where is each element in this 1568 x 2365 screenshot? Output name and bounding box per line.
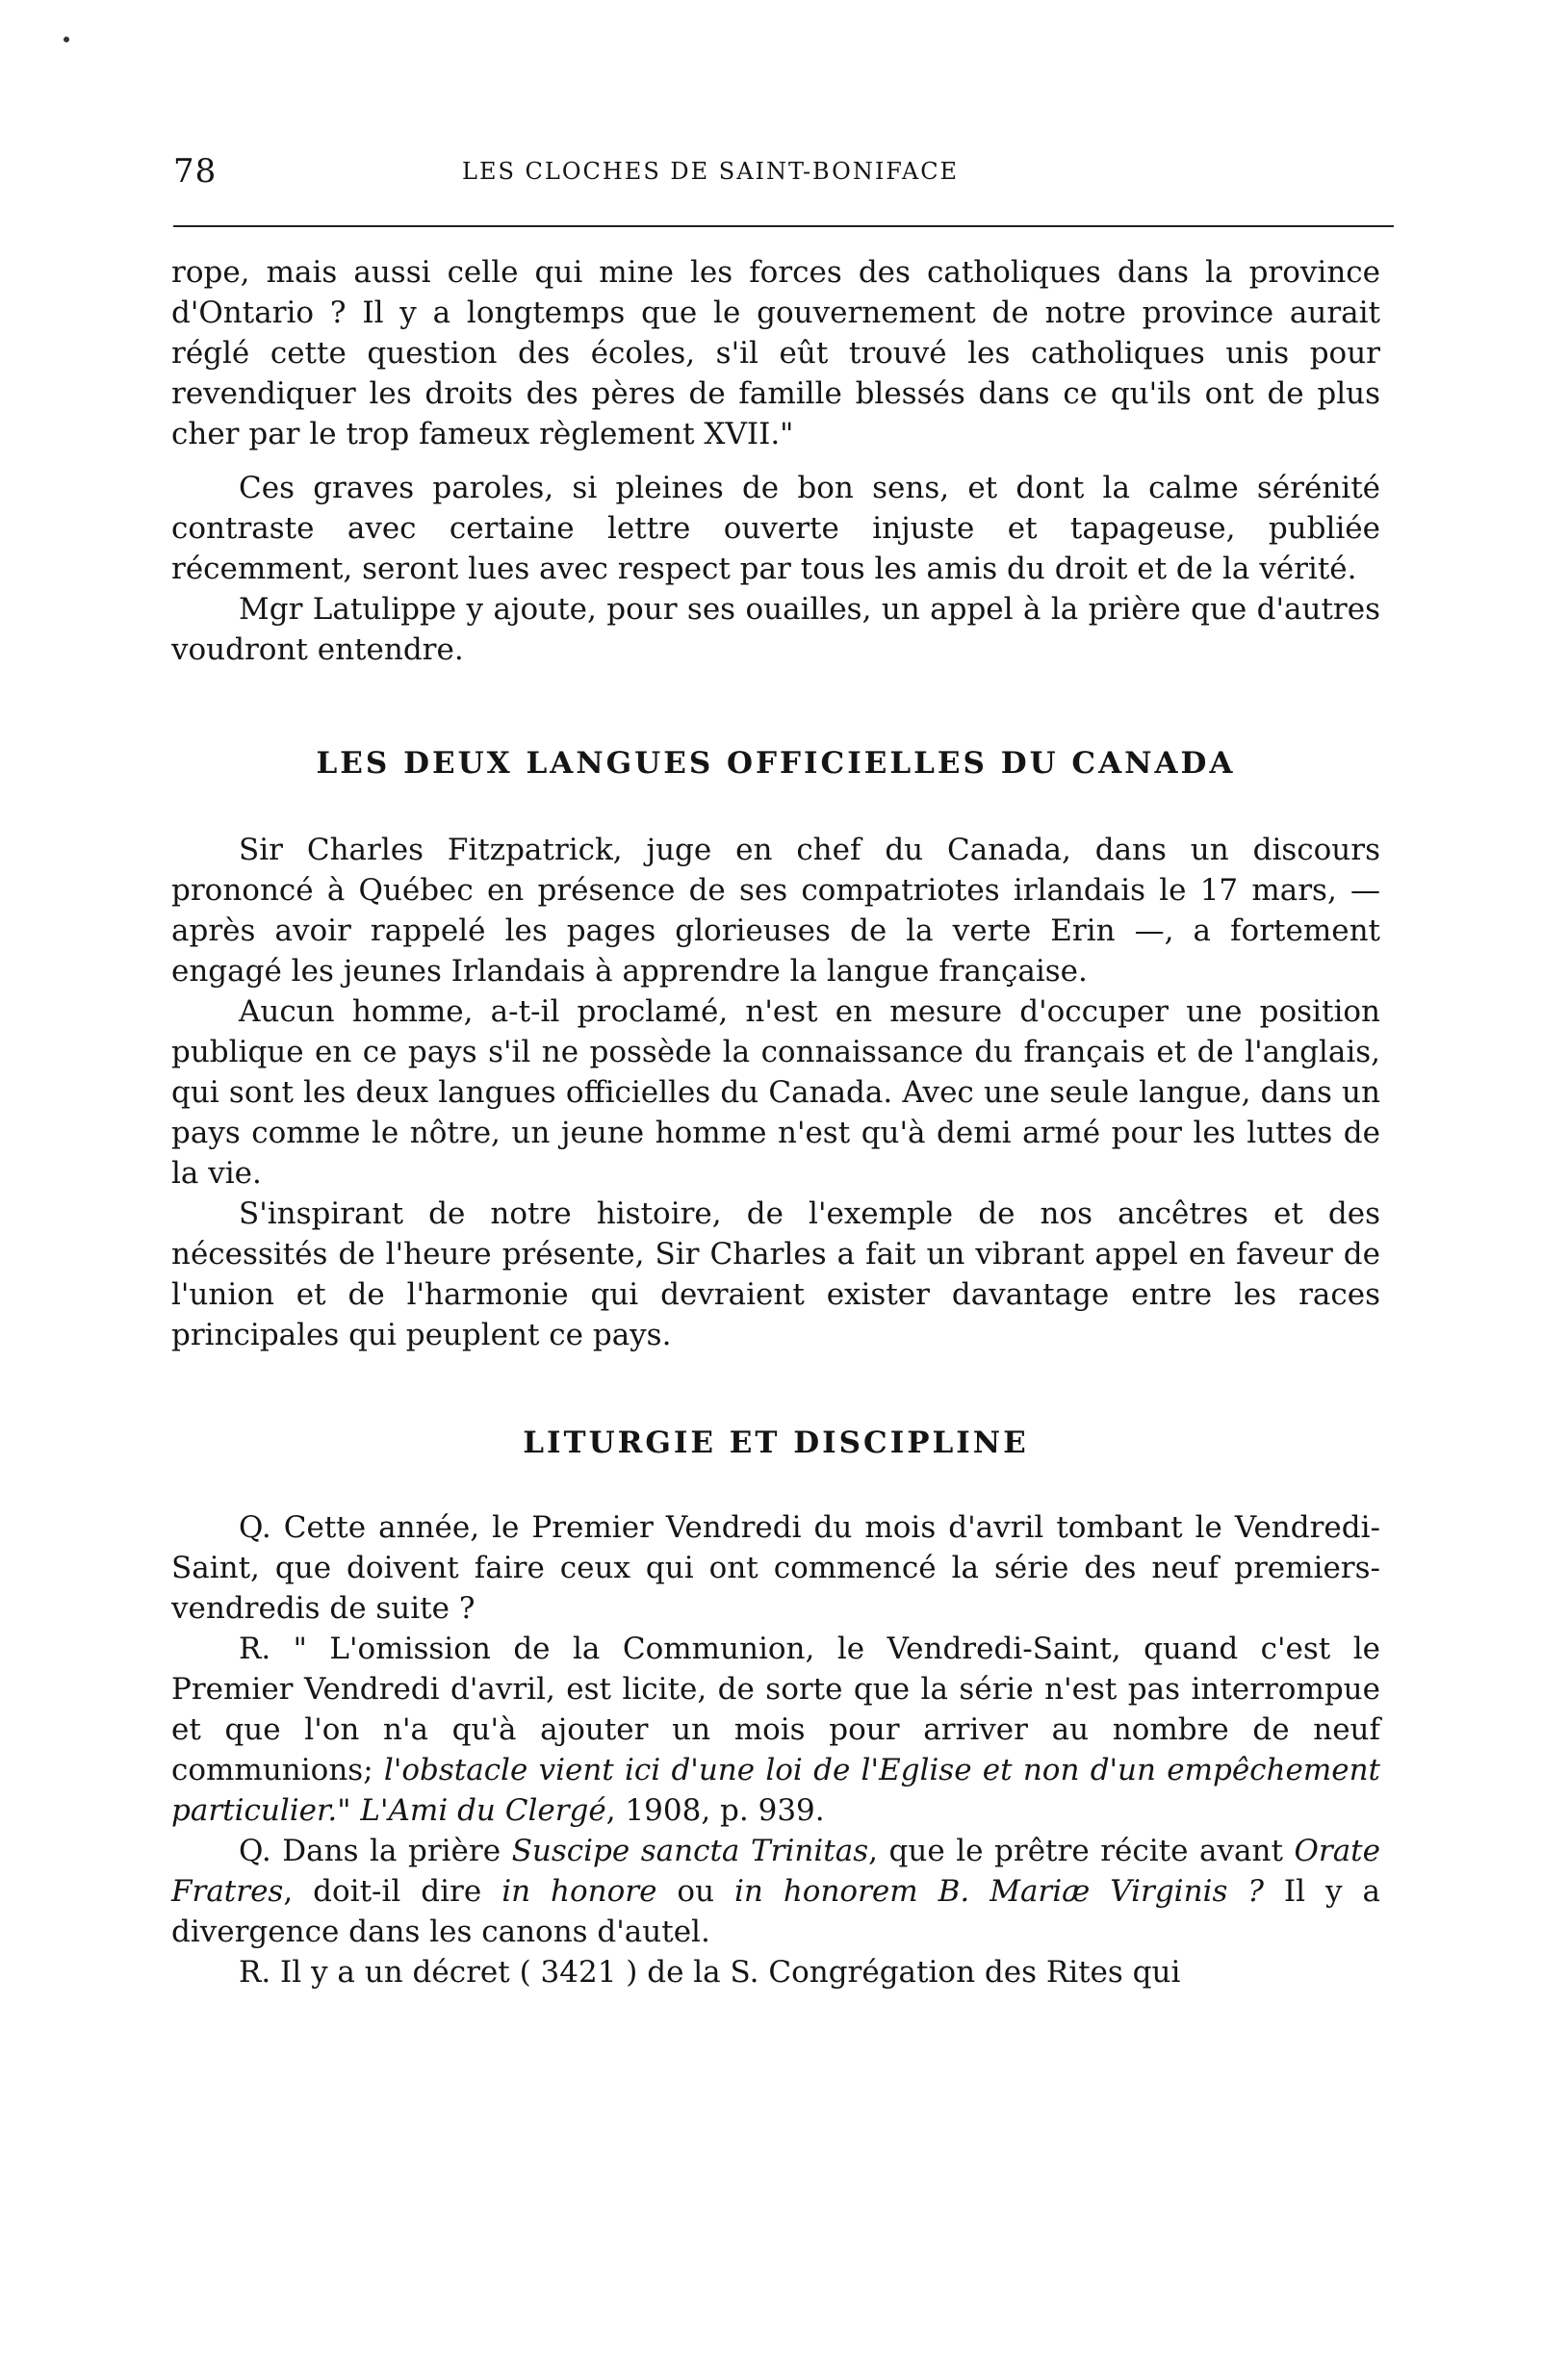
latin-phrase: in honorem B. Mariæ Virginis ? [734,1874,1264,1909]
quoted-italic: l'obstacle vient ici d'une loi de l'Eglise et non d'un empêchement particulier. [171,1753,1381,1828]
latin-phrase: in honore [501,1874,657,1909]
paragraph-gap [171,454,1380,468]
page-number: 78 [173,152,218,191]
question-paragraph: Q. Cette année, le Premier Vendredi du mois d'avril tombant le Vendredi-Saint, que doivent faire ceux qui ont commencé la série des neuf premiers-vendredis de suite ? [171,1510,1380,1626]
body-text [171,252,1380,1992]
section-heading: LITURGIE ET DISCIPLINE [523,1426,1029,1460]
question-text: Q. Dans la prière [239,1834,512,1868]
paragraph: Aucun homme, a-t-il proclamé, n'est en mesure d'occuper une position publique en ce pays s'il ne possède la connaissance du français et de l'anglais, qui sont les deux langues officielles du Canada. Avec une seule langue, dans un pays comme le nôtre, un jeune homme n'est qu'à demi armé pour les luttes de la vie. [171,994,1380,1191]
question-paragraph [171,1831,1380,1952]
paragraph: Mgr Latulippe y ajoute, pour ses ouailles, un appel à la prière que d'autres voudront entendre. [171,592,1380,667]
closing-quote: " [337,1793,361,1828]
prayer-title: Suscipe sancta Trinitas [511,1834,869,1868]
paragraph: Ces graves paroles, si pleines de bon sens, et dont la calme sérénité contraste avec certaine lettre ouverte injuste et tapageuse, publiée récemment, seront lues avec respect par tous les amis du droit et de la vérité. [171,471,1380,586]
question-text: , doit-il dire [283,1874,502,1909]
source-citation: , 1908, p. 939. [605,1793,825,1828]
prayer-title: Orate Fratres [171,1834,1380,1909]
paragraph-continued: rope, mais aussi celle qui mine les forces des catholiques dans la province d'Ontario ? Il y a longtemps que le gouvernement de notre province aurait réglé cette question des écoles, s'il eût trouvé les catholiques unis pour revendiquer les droits des pères de famille blessés dans ce qu'ils ont de plus cher par le trop fameux règlement XVII." [171,255,1380,451]
question-text: Il y a divergence dans les canons d'autel. [171,1874,1380,1949]
paragraph: S'inspirant de notre histoire, de l'exemple de nos ancêtres et des nécessités de l'heure présente, Sir Charles a fait un vibrant appel en faveur de l'union et de l'harmonie qui devraient exister davantage entre les races principales qui peuplent ce pays. [171,1196,1380,1352]
section-heading: LES DEUX LANGUES OFFICIELLES DU CANADA [316,746,1236,781]
page-header [173,152,1396,210]
running-title: LES CLOCHES DE SAINT-BONIFACE [462,158,960,185]
answer-paragraph [171,1629,1380,1831]
answer-text: R. " L'omission de la Communion, le Vendredi-Saint, quand c'est le Premier Vendredi d'avril, est licite, de sorte que la série n'est pas interrompue et que l'on n'a qu'à ajouter un mois pour arriver au nombre de neuf communions; [171,1632,1380,1787]
header-rule [173,225,1394,227]
question-text: ou [656,1874,734,1909]
source-title: L'Ami du Clergé [360,1793,606,1828]
ink-speck [64,37,69,42]
paragraph: Sir Charles Fitzpatrick, juge en chef du Canada, dans un discours prononcé à Québec en présence de ses compatriotes irlandais le 17 mars, — après avoir rappelé les pages glorieuses de la verte Erin —, a fortement engagé les jeunes Irlandais à apprendre la langue française. [171,833,1380,989]
question-text: , que le prêtre récite avant [868,1834,1295,1868]
answer-paragraph: R. Il y a un décret ( 3421 ) de la S. Congrégation des Rites qui [239,1955,1181,1990]
